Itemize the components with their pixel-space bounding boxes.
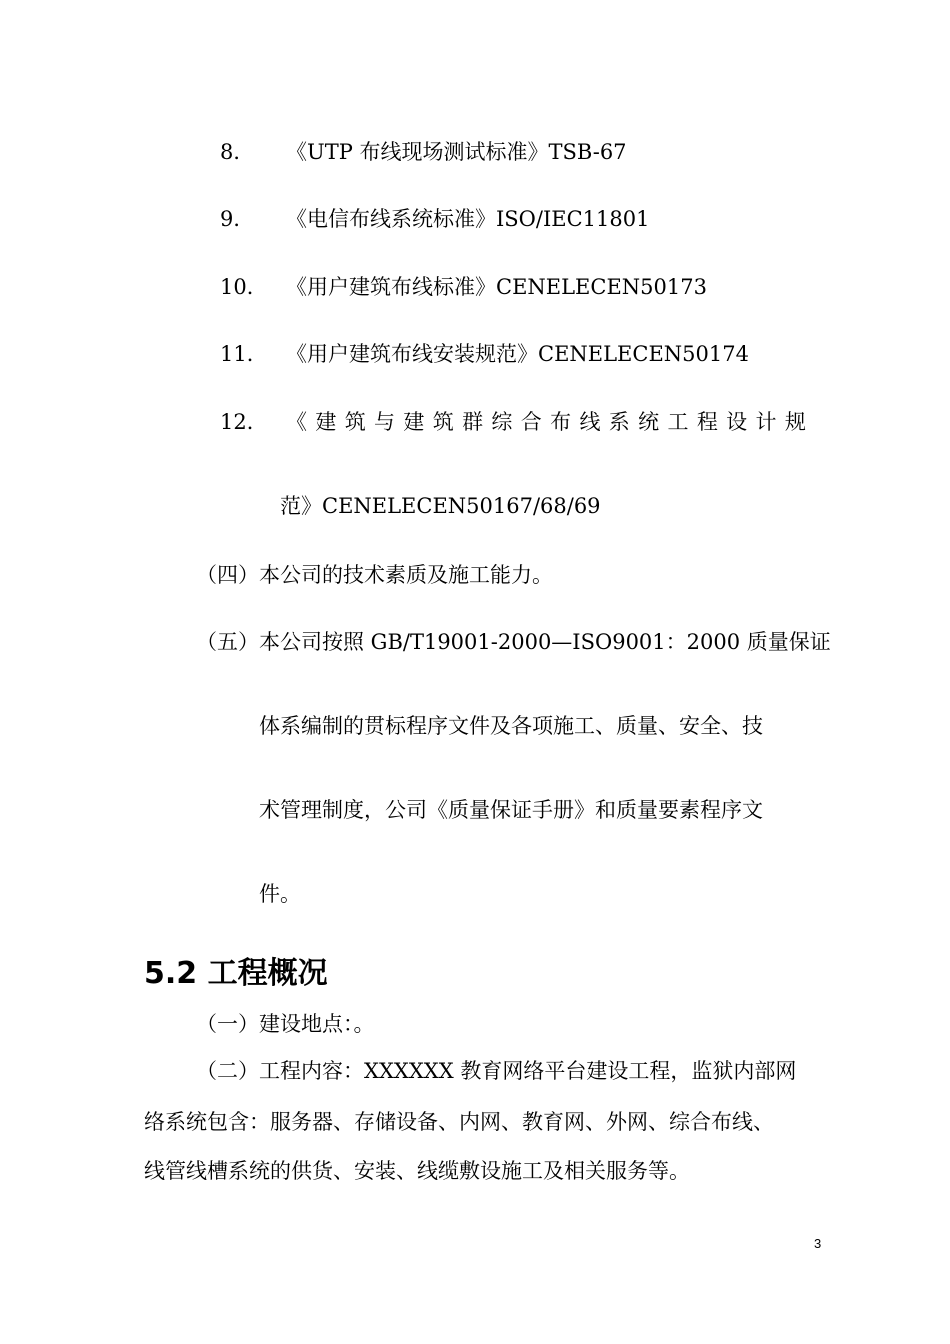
ref-12-char: 综 — [491, 410, 513, 434]
section-p2-line3: 线管线槽系统的供货、安装、线缆敷设施工及相关服务等。 — [144, 1159, 690, 1183]
section-p1: （一）建设地点：。 — [196, 1012, 375, 1036]
item-four: （四）本公司的技术素质及施工能力。 — [196, 563, 553, 587]
ref-12-char: 筑 — [432, 410, 454, 434]
item-five-line3: 术管理制度，公司《质量保证手册》和质量要素程序文 — [259, 798, 763, 822]
section-p2-line2: 络系统包含：服务器、存储设备、内网、教育网、外网、综合布线、 — [144, 1110, 774, 1134]
ref-10-number: 10． — [220, 275, 268, 299]
ref-12-char: 线 — [579, 410, 601, 434]
ref-12-number: 12． — [220, 410, 268, 434]
ref-12-char: 《 — [286, 410, 307, 434]
page-number: 3 — [814, 1236, 822, 1251]
ref-11-number: 11． — [220, 342, 268, 366]
ref-12-text-line2: 范》CENELECEN50167/68/69 — [280, 494, 601, 518]
ref-12-char: 筑 — [344, 410, 366, 434]
ref-12-char: 群 — [462, 410, 484, 434]
ref-12-char: 布 — [550, 410, 572, 434]
ref-12-char: 规 — [784, 410, 806, 434]
ref-12-char: 程 — [696, 410, 718, 434]
section-p2-line1: （二）工程内容：XXXXXX 教育网络平台建设工程，监狱内部网 — [196, 1059, 797, 1083]
ref-8-number: 8． — [220, 140, 255, 164]
item-five-line1: （五）本公司按照 GB/T19001-2000—ISO9001：2000 质量保证 — [196, 630, 831, 654]
ref-8-text: 《UTP 布线现场测试标准》TSB-67 — [286, 140, 627, 164]
ref-9-number: 9． — [220, 207, 255, 231]
item-five-line4: 件。 — [259, 882, 301, 906]
ref-12-char: 统 — [638, 410, 660, 434]
ref-12-char: 建 — [403, 410, 425, 434]
ref-9-text: 《电信布线系统标准》ISO/IEC11801 — [286, 207, 650, 231]
ref-12-char: 工 — [667, 410, 689, 434]
ref-12-char: 设 — [726, 410, 748, 434]
ref-12-char: 建 — [315, 410, 337, 434]
ref-11-text: 《用户建筑布线安装规范》CENELECEN50174 — [286, 342, 749, 366]
ref-10-text: 《用户建筑布线标准》CENELECEN50173 — [286, 275, 707, 299]
section-heading: 5.2 工程概况 — [144, 956, 328, 991]
ref-12-char: 合 — [520, 410, 542, 434]
ref-12-char: 系 — [608, 410, 630, 434]
item-five-line2: 体系编制的贯标程序文件及各项施工、质量、安全、技 — [259, 714, 763, 738]
ref-12-text-line1 — [286, 409, 806, 435]
ref-12-char: 计 — [755, 410, 777, 434]
ref-12-char: 与 — [374, 410, 396, 434]
